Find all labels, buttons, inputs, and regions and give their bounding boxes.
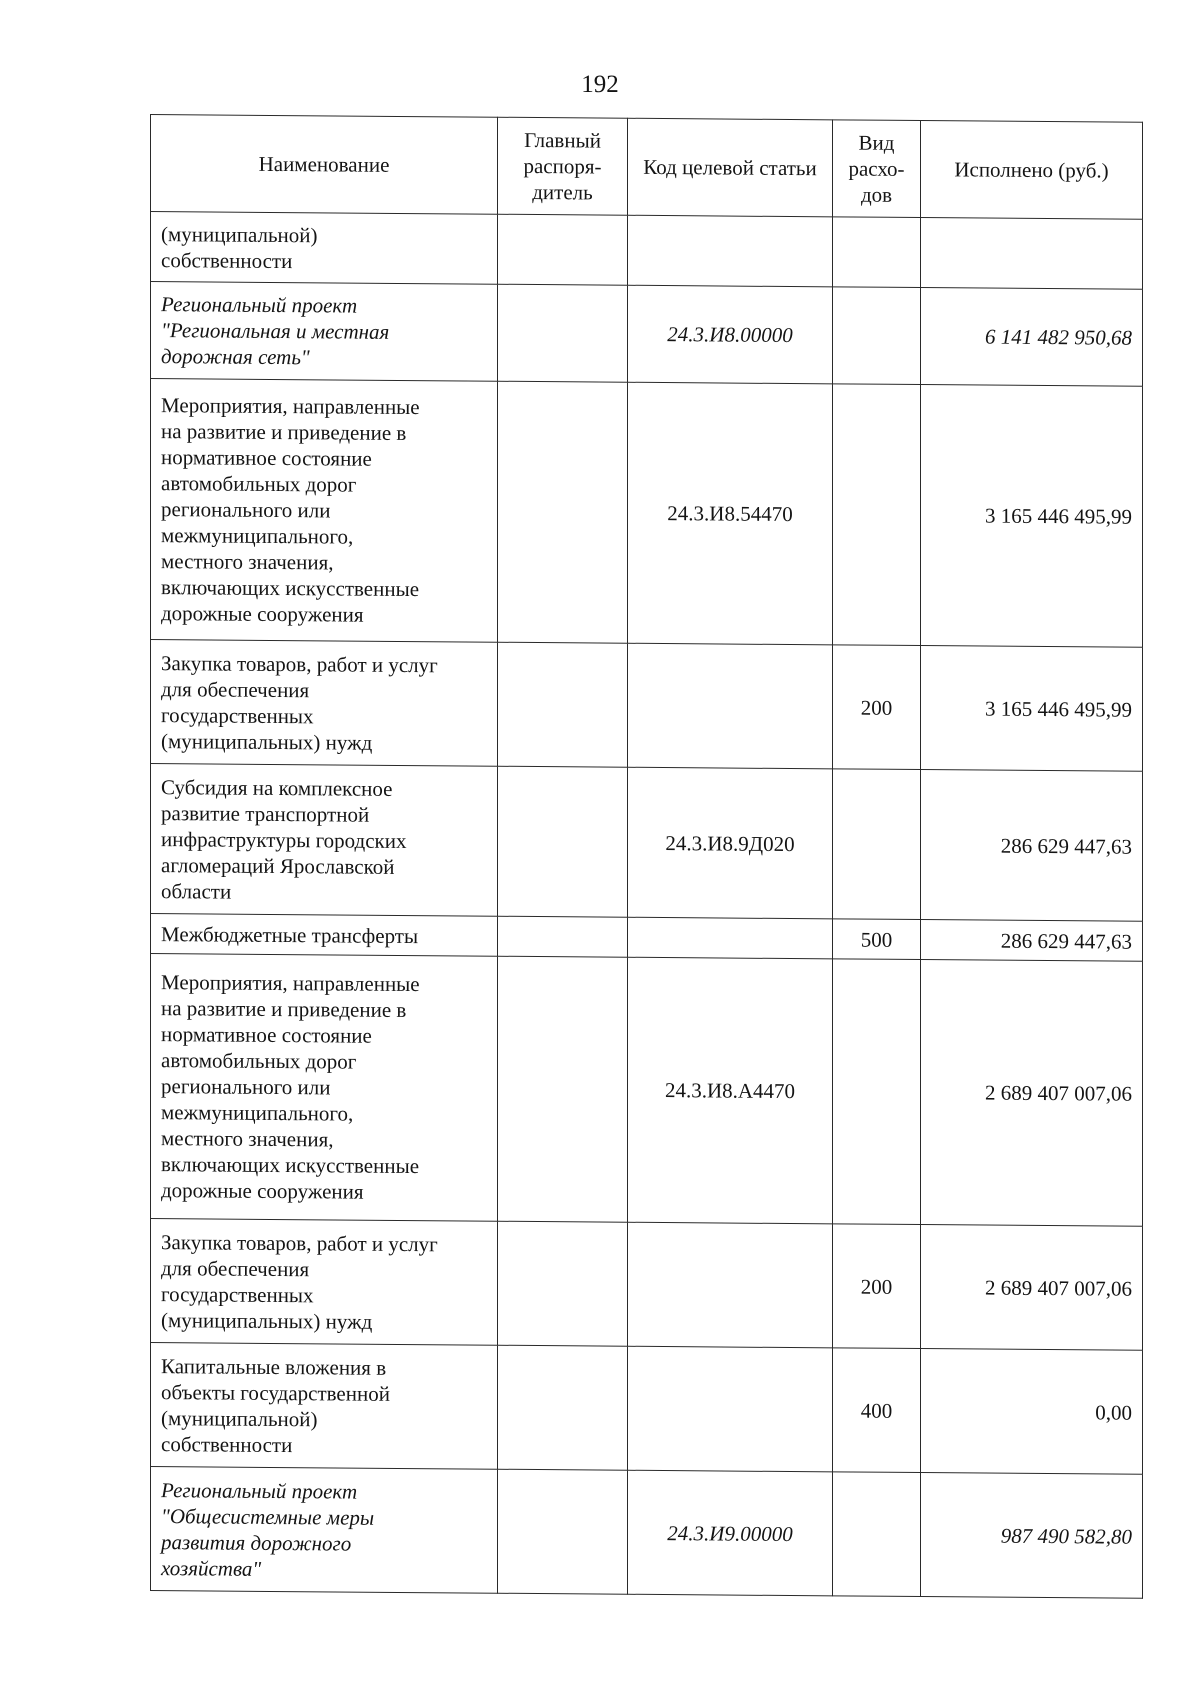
cell-code: 24.3.И8.00000 — [628, 285, 833, 384]
cell-code — [628, 215, 833, 287]
table-header — [151, 115, 1143, 220]
cell-name: Мероприятия, направленные на развитие и приведение в нормативное состояние автомобильных дорог регионального или межмуниципального, местного значения, включающих искусственные дорожные сооружения — [151, 379, 498, 643]
cell-amount — [921, 218, 1143, 290]
cell-code: 24.3.И8.54470 — [628, 382, 833, 645]
cell-amount: 3 165 446 495,99 — [921, 646, 1143, 772]
table-row — [151, 212, 1143, 290]
table-row — [151, 282, 1143, 387]
cell-manager — [498, 1469, 628, 1594]
header-expense-type: Вид расхо- дов — [833, 120, 921, 218]
cell-manager — [498, 766, 628, 917]
cell-type: 500 — [833, 919, 921, 960]
table-body — [151, 212, 1143, 1599]
page-number: 192 — [581, 71, 619, 98]
table-row — [151, 640, 1143, 772]
cell-name: Субсидия на комплексное развитие транспортной инфраструктуры городских агломераций Ярославской области — [151, 764, 498, 917]
header-target-code: Код целевой статьи — [628, 118, 833, 217]
cell-type — [833, 1472, 921, 1597]
cell-amount: 2 689 407 007,06 — [921, 1225, 1143, 1351]
cell-amount: 6 141 482 950,68 — [921, 288, 1143, 387]
header-main-manager: Главный распоря- дитель — [498, 117, 628, 215]
table-row — [151, 379, 1143, 648]
cell-manager — [498, 1345, 628, 1470]
cell-type: 200 — [833, 645, 921, 770]
cell-amount: 987 490 582,80 — [921, 1473, 1143, 1599]
cell-manager — [498, 284, 628, 382]
cell-manager — [498, 1221, 628, 1346]
cell-code: 24.3.И9.00000 — [628, 1470, 833, 1596]
cell-name: Региональный проект "Общесистемные меры развития дорожного хозяйства" — [151, 1467, 498, 1594]
cell-name: Региональный проект "Региональная и местная дорожная сеть" — [151, 282, 498, 382]
cell-type — [833, 217, 921, 288]
cell-code — [628, 1222, 833, 1348]
header-name: Наименование — [151, 115, 498, 215]
table-row — [151, 1467, 1143, 1599]
budget-execution-table — [150, 114, 1143, 1599]
cell-code — [628, 643, 833, 769]
cell-manager — [498, 956, 628, 1222]
cell-type — [833, 287, 921, 385]
cell-amount: 2 689 407 007,06 — [921, 960, 1143, 1227]
cell-name: (муниципальной) собственности — [151, 212, 498, 285]
cell-code: 24.3.И8.А4470 — [628, 957, 833, 1224]
cell-type: 200 — [833, 1224, 921, 1349]
cell-amount: 3 165 446 495,99 — [921, 385, 1143, 648]
cell-type — [833, 959, 921, 1225]
cell-manager — [498, 214, 628, 285]
cell-code — [628, 917, 833, 959]
cell-manager — [498, 642, 628, 767]
cell-name: Капитальные вложения в объекты государственной (муниципальной) собственности — [151, 1343, 498, 1470]
cell-type: 400 — [833, 1348, 921, 1473]
cell-name: Закупка товаров, работ и услуг для обеспечения государственных (муниципальных) нужд — [151, 640, 498, 767]
cell-type — [833, 769, 921, 920]
cell-name: Межбюджетные трансферты — [151, 914, 498, 957]
cell-code — [628, 1346, 833, 1472]
cell-type — [833, 384, 921, 646]
cell-manager — [498, 381, 628, 643]
cell-amount: 286 629 447,63 — [921, 770, 1143, 922]
cell-code: 24.3.И8.9Д020 — [628, 767, 833, 919]
cell-amount: 0,00 — [921, 1349, 1143, 1475]
table-row — [151, 1219, 1143, 1351]
cell-manager — [498, 916, 628, 957]
table-row — [151, 954, 1143, 1227]
cell-name: Мероприятия, направленные на развитие и приведение в нормативное состояние автомобильных дорог регионального или межмуниципального, местного значения, включающих искусственные дорожные сооружения — [151, 954, 498, 1222]
table-row — [151, 1343, 1143, 1475]
table-row — [151, 764, 1143, 922]
cell-name: Закупка товаров, работ и услуг для обеспечения государственных (муниципальных) нужд — [151, 1219, 498, 1346]
cell-amount: 286 629 447,63 — [921, 920, 1143, 962]
header-executed: Исполнено (руб.) — [921, 121, 1143, 220]
